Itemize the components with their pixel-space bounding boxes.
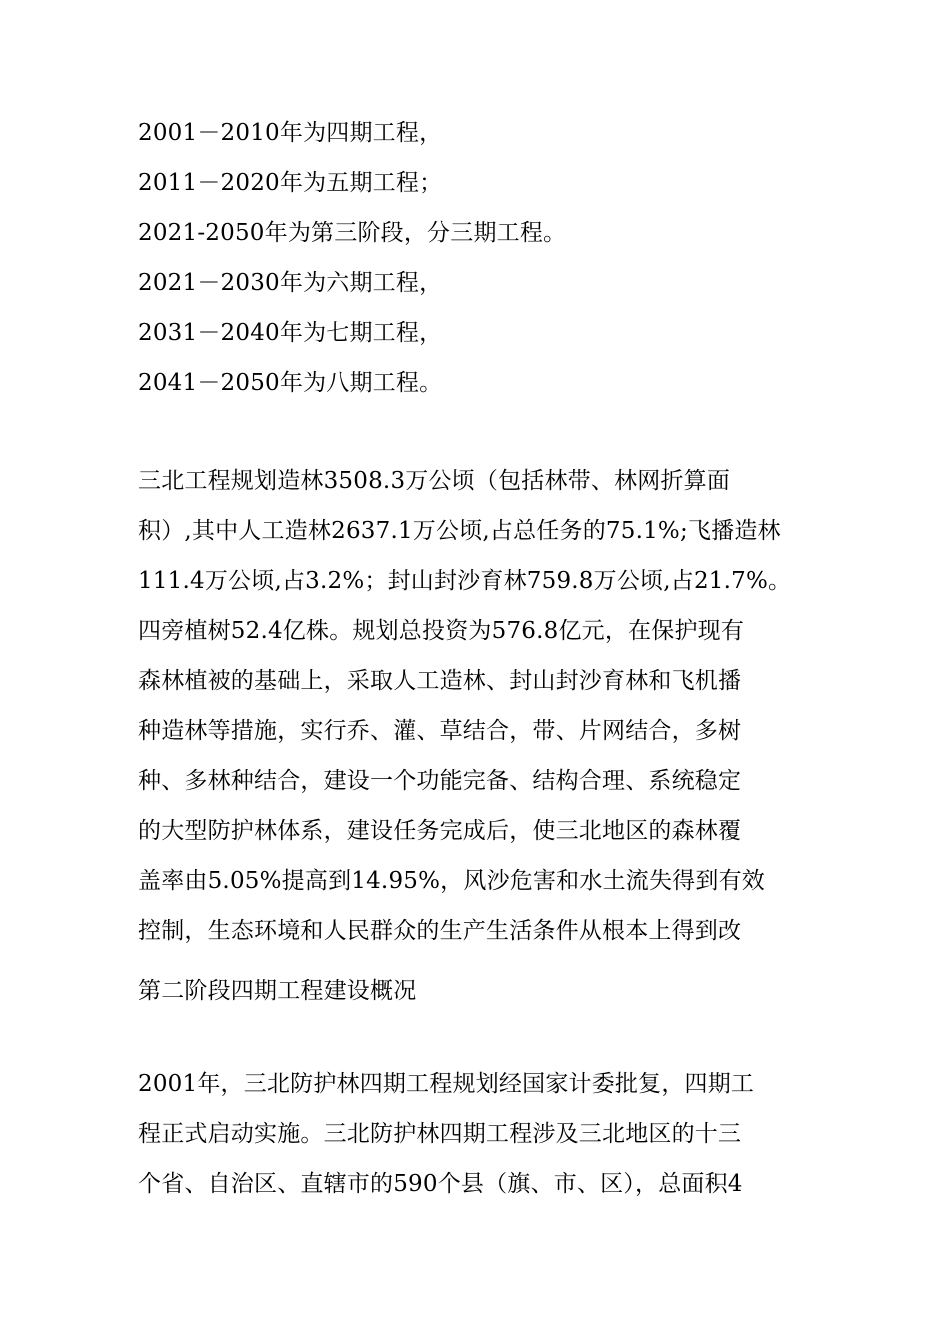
paragraph-line: 四旁植树52.4亿株。规划总投资为576.8亿元，在保护现有 (138, 618, 745, 644)
paragraph-line: 个省、自治区、直辖市的590个县（旗、市、区），总面积4 (138, 1171, 743, 1197)
paragraph-line: 森林植被的基础上，采取人工造林、封山封沙育林和飞机播 (138, 668, 742, 694)
paragraph-line: 积）,其中人工造林2637.1万公顷,占总任务的75.1%;飞播造林 (138, 518, 781, 544)
paragraph-line: 111.4万公顷,占3.2%；封山封沙育林759.8万公顷,占21.7%。 (138, 568, 792, 594)
phase-line: 2011－2020年为五期工程； (138, 170, 443, 196)
phase-line: 2031－2040年为七期工程， (138, 320, 443, 346)
paragraph-line: 种造林等措施，实行乔、灌、草结合，带、片网结合，多树 (138, 718, 742, 744)
paragraph-line: 控制，生态环境和人民群众的生产生活条件从根本上得到改 (138, 918, 742, 944)
paragraph-line: 程正式启动实施。三北防护林四期工程涉及三北地区的十三 (138, 1121, 742, 1147)
phase-line: 2001－2010年为四期工程， (138, 120, 443, 146)
paragraph-line: 的大型防护林体系，建设任务完成后，使三北地区的森林覆 (138, 818, 742, 844)
phase-line: 2021－2030年为六期工程， (138, 270, 443, 296)
paragraph-line: 三北工程规划造林3508.3万公顷（包括林带、林网折算面 (138, 468, 731, 494)
phase-line: 2041－2050年为八期工程。 (138, 370, 443, 396)
paragraph-line: 种、多林种结合，建设一个功能完备、结构合理、系统稳定 (138, 768, 742, 794)
section-heading: 第二阶段四期工程建设概况 (138, 978, 417, 1004)
phase-line: 2021-2050年为第三阶段，分三期工程。 (138, 220, 567, 246)
paragraph-line: 2001年，三北防护林四期工程规划经国家计委批复，四期工 (138, 1071, 755, 1097)
paragraph-line: 盖率由5.05%提高到14.95%，风沙危害和水土流失得到有效 (138, 868, 765, 894)
